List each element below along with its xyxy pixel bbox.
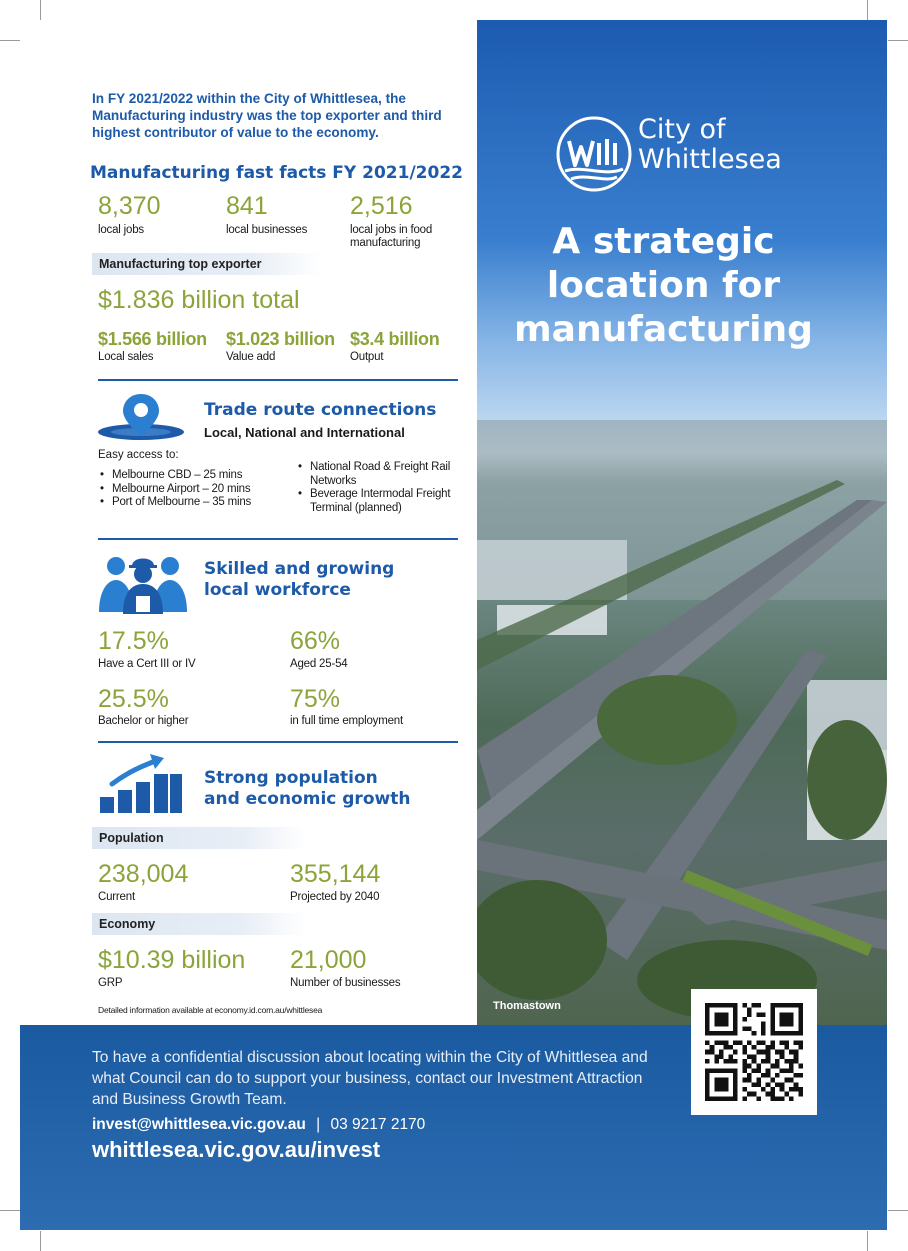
logo-line2: Whittlesea xyxy=(638,144,782,175)
city-logo-text xyxy=(638,115,782,175)
crop-mark xyxy=(40,1231,41,1251)
hero-title-line3: manufacturing xyxy=(514,309,813,350)
total-value: $1.836 billion total xyxy=(98,286,300,314)
list-item: • Port of Melbourne – 35 mins xyxy=(98,496,293,510)
access-list-left xyxy=(98,469,293,510)
stat-value: 25.5% xyxy=(98,685,169,713)
stat-value: 66% xyxy=(290,627,341,655)
access-list-right xyxy=(296,461,462,515)
phone-number[interactable]: 03 9217 2170 xyxy=(330,1116,426,1133)
stat-value: 841 xyxy=(226,192,268,220)
crop-mark xyxy=(0,1210,20,1211)
website-link[interactable]: whittlesea.vic.gov.au/invest xyxy=(92,1137,381,1162)
access-label: Easy access to: xyxy=(98,449,179,461)
email-link[interactable]: invest@whittlesea.vic.gov.au xyxy=(92,1116,306,1133)
crop-mark xyxy=(40,0,41,20)
stat-label: Current xyxy=(98,891,135,903)
section-divider xyxy=(98,741,458,743)
population-band: Population xyxy=(92,827,307,849)
city-logo-icon xyxy=(555,115,633,193)
hero-title xyxy=(477,220,850,352)
qr-code[interactable] xyxy=(691,989,817,1115)
source-note: Detailed information available at economy.id.com.au/whittlesea xyxy=(98,1005,323,1015)
aerial-photo xyxy=(477,420,887,1025)
growth-chart-icon xyxy=(98,752,184,814)
list-item: • Melbourne Airport – 20 mins xyxy=(98,483,293,497)
stat-label: local businesses xyxy=(226,224,308,236)
stat-value: 21,000 xyxy=(290,946,367,974)
stat-label: local jobs in food manufacturing xyxy=(350,224,433,249)
crop-mark xyxy=(867,1231,868,1251)
section-band: Manufacturing top exporter xyxy=(92,253,322,275)
workforce-title xyxy=(204,559,394,601)
stat-label: Aged 25-54 xyxy=(290,658,348,670)
stat-value: $3.4 billion xyxy=(350,329,440,349)
hero-panel xyxy=(477,20,887,1025)
crop-mark xyxy=(867,0,868,20)
workers-icon xyxy=(96,552,190,614)
growth-title-line2: and economic growth xyxy=(204,789,411,809)
trade-subtitle: Local, National and International xyxy=(204,425,405,440)
list-item: • Melbourne CBD – 25 mins xyxy=(98,469,293,483)
qr-code-icon xyxy=(705,1003,803,1101)
fast-facts-title: Manufacturing fast facts FY 2021/2022 xyxy=(90,163,463,183)
section-divider xyxy=(98,379,458,381)
stat-value: $10.39 billion xyxy=(98,946,246,974)
stat-label: in full time employment xyxy=(290,715,403,727)
stat-value: 8,370 xyxy=(98,192,161,220)
stat-label: Projected by 2040 xyxy=(290,891,380,903)
stat-label: Bachelor or higher xyxy=(98,715,189,727)
footer-text: To have a confidential discussion about locating within the City of Whittlesea and what Council can do to support your business, contact our Investment Attraction and Business Growth Team. xyxy=(92,1049,648,1108)
list-item: • National Road & Freight Rail Networks xyxy=(296,461,462,488)
stat-label: Value add xyxy=(226,351,276,363)
stat-value: 2,516 xyxy=(350,192,413,220)
footer-contact xyxy=(92,1116,425,1134)
photo-caption: Thomastown xyxy=(493,1000,561,1012)
workforce-title-line2: local workforce xyxy=(204,580,351,600)
stat-value: 17.5% xyxy=(98,627,169,655)
intro-text: In FY 2021/2022 within the City of Whittlesea, the Manufacturing industry was the top exporter and third highest contributor of value to the economy. xyxy=(92,91,442,140)
hero-title-line2: location for xyxy=(546,265,781,306)
stat-label: Have a Cert III or IV xyxy=(98,658,196,670)
stat-value: 75% xyxy=(290,685,341,713)
workforce-title-line1: Skilled and growing xyxy=(204,559,395,579)
stat-label: Number of businesses xyxy=(290,977,401,989)
section-divider xyxy=(98,538,458,540)
trade-title: Trade route connections xyxy=(204,400,437,420)
location-pin-icon xyxy=(98,392,184,440)
economy-band: Economy xyxy=(92,913,307,935)
growth-title-line1: Strong population xyxy=(204,768,378,788)
contact-separator: | xyxy=(316,1116,321,1133)
crop-mark xyxy=(888,40,908,41)
logo-line1: City of xyxy=(638,114,726,145)
growth-title xyxy=(204,768,410,810)
list-item: • Beverage Intermodal Freight Terminal (planned) xyxy=(296,488,462,515)
stat-value: 355,144 xyxy=(290,860,381,888)
hero-title-line1: A strategic xyxy=(552,221,775,262)
stat-value: $1.566 billion xyxy=(98,329,207,349)
stat-value: $1.023 billion xyxy=(226,329,335,349)
stat-label: Output xyxy=(350,351,384,363)
stat-label: GRP xyxy=(98,977,123,989)
crop-mark xyxy=(0,40,20,41)
stat-label: local jobs xyxy=(98,224,144,236)
stat-value: 238,004 xyxy=(98,860,189,888)
stat-label: Local sales xyxy=(98,351,154,363)
crop-mark xyxy=(888,1210,908,1211)
